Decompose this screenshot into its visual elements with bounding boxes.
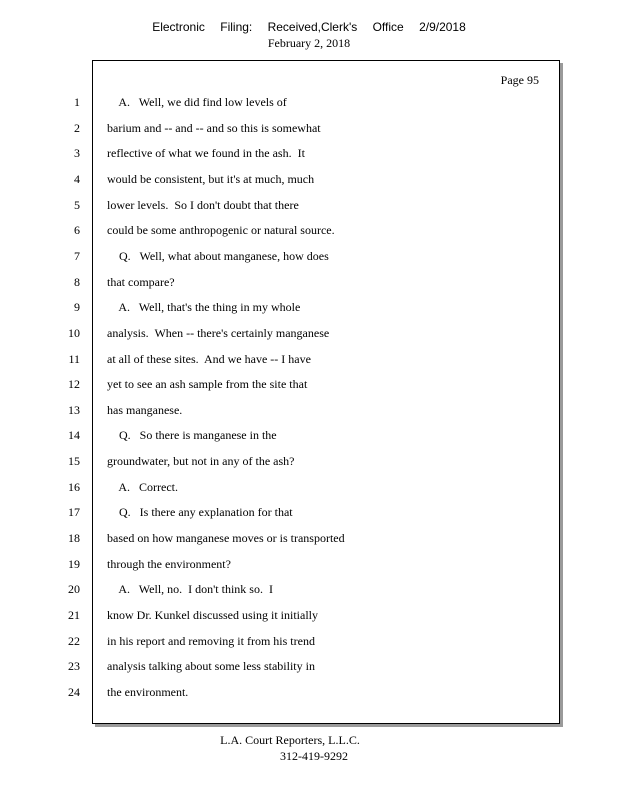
stamp-word-office: Office [372,20,404,34]
line-number: 18 [68,531,80,545]
line-text: could be some anthropogenic or natural source. [107,223,335,237]
line-text: through the environment? [107,557,231,571]
line-text: analysis talking about some less stability in [107,659,315,673]
line-text: in his report and removing it from his trend [107,634,315,648]
line-number: 12 [68,377,80,391]
reporter-company: L.A. Court Reporters, L.L.C. [220,733,360,747]
line-text: Q. Well, what about manganese, how does [107,249,329,263]
reporter-phone: 312-419-9292 [280,749,348,763]
page-number: Page 95 [500,73,539,87]
filed-date: February 2, 2018 [267,36,351,50]
line-text: A. Correct. [107,480,178,494]
line-number: 5 [74,198,80,212]
stamp-word-filing: Filing: [220,20,253,34]
line-number: 10 [68,326,80,340]
line-number: 4 [74,172,80,186]
stamp-word-electronic: Electronic [152,20,205,34]
line-text: reflective of what we found in the ash. It [107,146,305,160]
line-number: 16 [68,480,80,494]
line-number: 11 [68,352,80,366]
line-text: the environment. [107,685,189,699]
line-text: based on how manganese moves or is transported [107,531,345,545]
line-number: 13 [68,403,80,417]
filing-stamp [0,20,618,34]
line-text: know Dr. Kunkel discussed using it initially [107,608,318,622]
line-text: analysis. When -- there's certainly manganese [107,326,330,340]
line-text: at all of these sites. And we have -- I have [107,352,311,366]
line-number: 24 [68,685,80,699]
line-text: would be consistent, but it's at much, much [107,172,315,186]
line-text: barium and -- and -- and so this is somewhat [107,121,321,135]
stamp-word-received-clerks: Received,Clerk's [267,20,358,34]
line-number: 21 [68,608,80,622]
stamp-date: 2/9/2018 [419,20,466,34]
line-number: 19 [68,557,80,571]
line-number: 14 [68,428,80,442]
line-text: A. Well, that's the thing in my whole [107,300,301,314]
line-number: 23 [68,659,80,673]
line-number: 22 [68,634,80,648]
line-number: 8 [74,275,80,289]
line-text: yet to see an ash sample from the site that [107,377,308,391]
line-number: 17 [68,505,80,519]
line-number: 7 [74,249,80,263]
line-text: has manganese. [107,403,183,417]
line-number: 1 [74,95,80,109]
line-number: 9 [74,300,80,314]
line-text: A. Well, no. I don't think so. I [107,582,273,596]
line-text: Q. So there is manganese in the [107,428,277,442]
line-number: 15 [68,454,80,468]
line-text: A. Well, we did find low levels of [107,95,287,109]
line-number: 3 [74,146,80,160]
line-number: 6 [74,223,80,237]
line-text: lower levels. So I don't doubt that there [107,198,299,212]
line-number: 2 [74,121,80,135]
line-text: Q. Is there any explanation for that [107,505,293,519]
line-text: that compare? [107,275,175,289]
line-text: groundwater, but not in any of the ash? [107,454,295,468]
line-number: 20 [68,582,80,596]
